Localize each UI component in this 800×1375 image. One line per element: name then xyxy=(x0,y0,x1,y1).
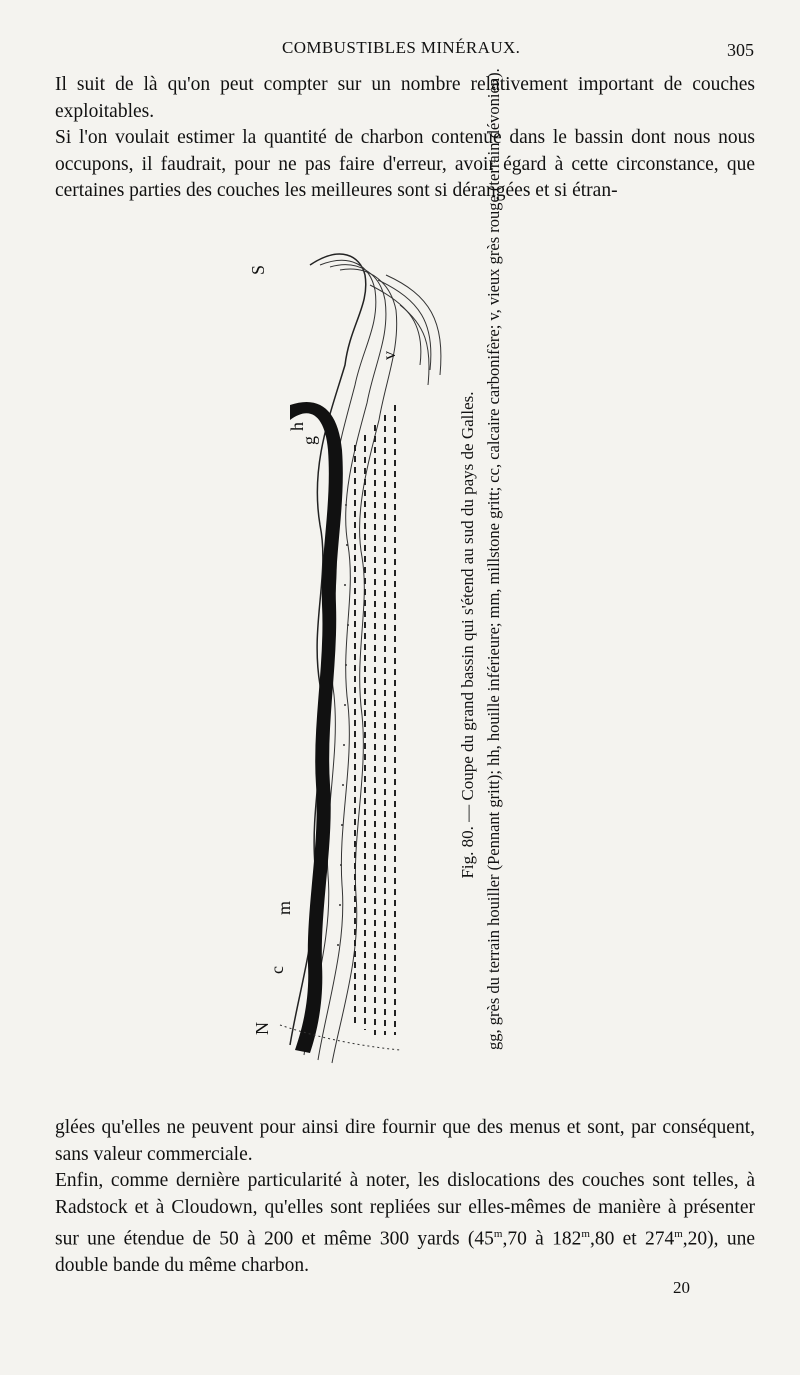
grit-dots xyxy=(337,504,349,946)
top-text-block xyxy=(55,72,755,205)
caption-title: Fig. 80. — Coupe du grand bassin qui s'étend au sud du pays de Galles. xyxy=(458,391,477,879)
paragraph-part: ,80 et 274 xyxy=(589,1228,675,1250)
running-head xyxy=(0,38,800,68)
figure-caption xyxy=(455,68,507,1050)
label-m: m xyxy=(274,900,294,915)
label-g: g xyxy=(299,436,319,445)
running-title: COMBUSTIBLES MINÉRAUX. xyxy=(282,38,521,57)
label-north: N xyxy=(252,1022,272,1035)
signature-number: 20 xyxy=(673,1278,690,1297)
label-v: v xyxy=(379,351,399,360)
paragraph xyxy=(55,1168,755,1280)
label-south: S xyxy=(250,264,268,275)
meter-superscript: m xyxy=(581,1228,590,1240)
folded-strata-south xyxy=(370,275,441,385)
bottom-text-block xyxy=(55,1115,755,1280)
limestone-dashes xyxy=(355,405,395,1035)
paragraph-part: Enfin, comme dernière particularité à noter, les dislocations des couches sont telles, à Radstock et à Cloudown, qu'elles sont repliées sur elles-mêmes de manière à présenter sur une étendue de 50 à 200 et même 300 yards (45 xyxy=(55,1170,755,1250)
paragraph: Si l'on voulait estimer la quantité de charbon contenue dans le bassin dont nous nous occupons, il faudrait, pour ne pas faire d'erreur, avoir égard à cette circonstance, que certaines parties des couches les meilleures sont si dérangées et si étran- xyxy=(55,127,755,201)
meter-superscript: m xyxy=(493,1228,503,1240)
paragraph: glées qu'elles ne peuvent pour ainsi dire fournir que des menus et sont, par conséquent, sans valeur commerciale. xyxy=(55,1117,755,1165)
meter-superscript: m xyxy=(674,1228,683,1240)
paragraph: Il suit de là qu'on peut compter sur un nombre relativement important de couches exploitables. xyxy=(55,74,755,122)
page-number: 305 xyxy=(727,40,754,60)
paragraph-part: ,70 à 182 xyxy=(502,1228,582,1250)
label-h: h xyxy=(287,422,307,431)
label-c: c xyxy=(267,966,287,974)
caption-legend: gg, grès du terrain houiller (Pennant gritt); hh, houille inférieure; mm, millstone gritt; cc, calcaire carbonifère; v, vieux grès rouge (terrain dévonien). xyxy=(484,68,503,1050)
paragraph-part: ,20), une double bande du même charbon. xyxy=(55,1228,755,1276)
